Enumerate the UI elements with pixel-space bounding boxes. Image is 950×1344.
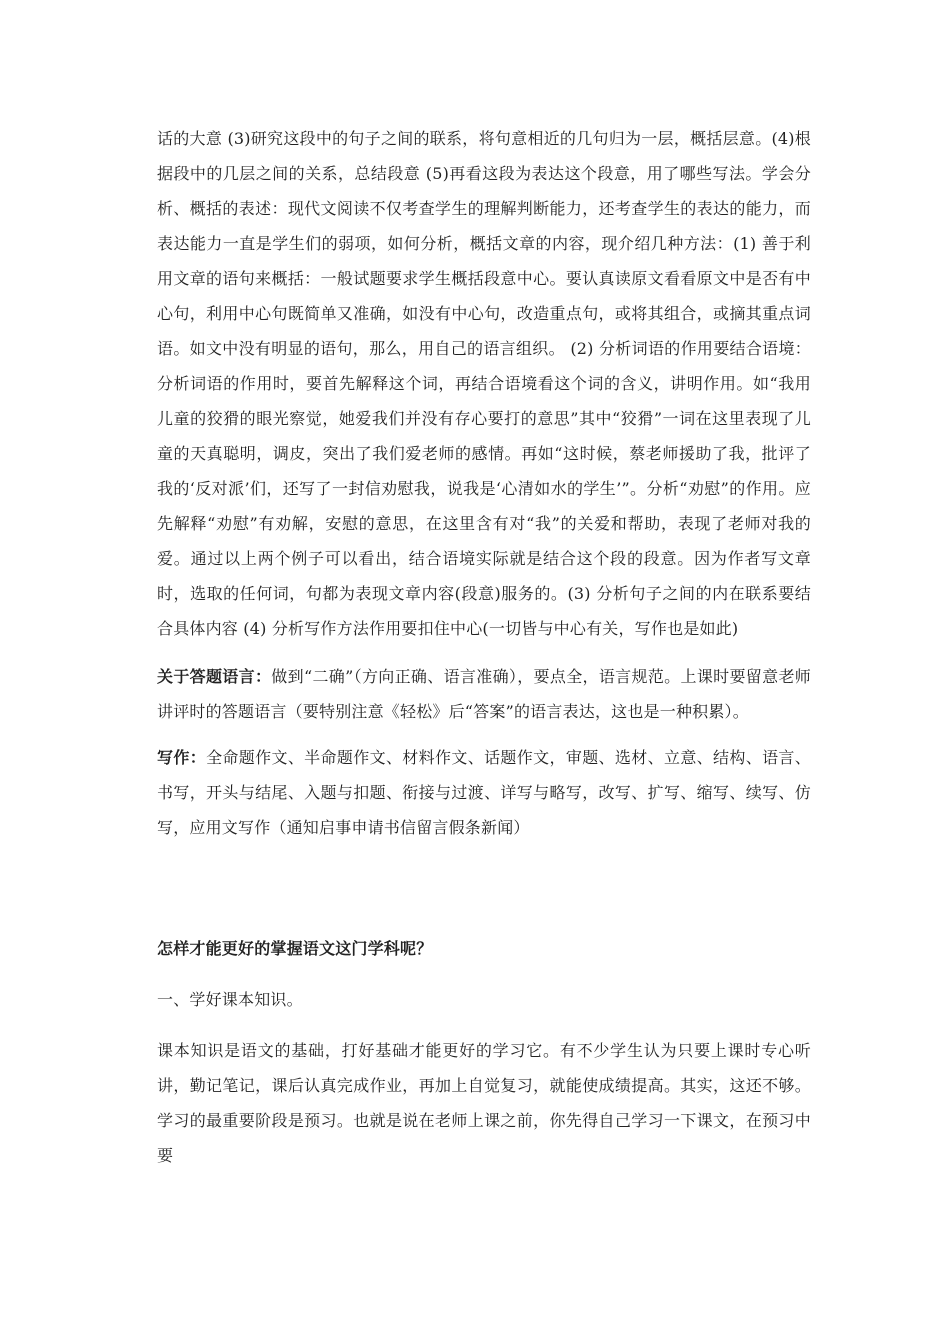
textbook-knowledge-paragraph: 课本知识是语文的基础，打好基础才能更好的学习它。有不少学生认为只要上课时专心听讲，勤记笔记，课后认真完成作业，再加上自觉复习，就能使成绩提高。其实，这还不够。学习的最重要阶段是预习。也就是说在老师上课之前，你先得自己学习一下课文，在预习中要 [157,1041,811,1165]
answer-language-paragraph [157,659,811,729]
document-page [157,121,811,1173]
writing-label: 写作： [157,748,207,767]
section-heading: 怎样才能更好的掌握语文这门学科呢？ [157,939,433,958]
answer-language-text: 做到“二确”（方向正确、语言准确），要点全，语言规范。上课时要留意老师讲评时的答题语言（要特别注意《轻松》后“答案”的语言表达，这也是一种积累）。 [157,667,811,721]
section-subheading: 一、学好课本知识。 [157,990,303,1009]
answer-language-label: 关于答题语言： [157,667,272,686]
writing-text: 全命题作文、半命题作文、材料作文、话题作文，审题、选材、立意、结构、语言、书写，开头与结尾、入题与扣题、衔接与过渡、详写与略写，改写、扩写、缩写、续写、仿写，应用文写作（通知启事申请书信留言假条新闻） [157,748,811,837]
writing-paragraph [157,740,811,845]
reading-methods-paragraph: 话的大意 (3)研究这段中的句子之间的联系，将句意相近的几句归为一层，概括层意。(4)根据段中的几层之间的关系，总结段意 (5)再看这段为表达这个段意，用了哪些写法。学会分析、概括的表述：现代文阅读不仅考查学生的理解判断能力，还考查学生的表达的能力，而表达能力一直是学生们的弱项，如何分析，概括文章的内容，现介绍几种方法：(1) 善于利用文章的语句来概括：一般试题要求学生概括段意中心。要认真读原文看看原文中是否有中心句，利用中心句既简单又准确，如没有中心句，改造重点句，或将其组合，或摘其重点词语。如文中没有明显的语句，那么，用自己的语言组织。 (2) 分析词语的作用要结合语境：分析词语的作用时，要首先解释这个词，再结合语境看这个词的含义，讲明作用。如“我用儿童的狡猾的眼光察觉，她爱我们并没有存心要打的意思”其中“狡猾”一词在这里表现了儿童的天真聪明，调皮，突出了我们爱老师的感情。再如“这时候，蔡老师援助了我，批评了我的‘反对派’们，还写了一封信劝慰我，说我是‘心清如水的学生’”。分析“劝慰”的作用。应先解释“劝慰”有劝解，安慰的意思，在这里含有对“我”的关爱和帮助，表现了老师对我的爱。通过以上两个例子可以看出，结合语境实际就是结合这个段的段意。因为作者写文章时，选取的任何词，句都为表现文章内容(段意)服务的。(3) 分析句子之间的内在联系要结合具体内容 (4) 分析写作方法作用要扣住中心(一切皆与中心有关，写作也是如此) [157,129,811,638]
